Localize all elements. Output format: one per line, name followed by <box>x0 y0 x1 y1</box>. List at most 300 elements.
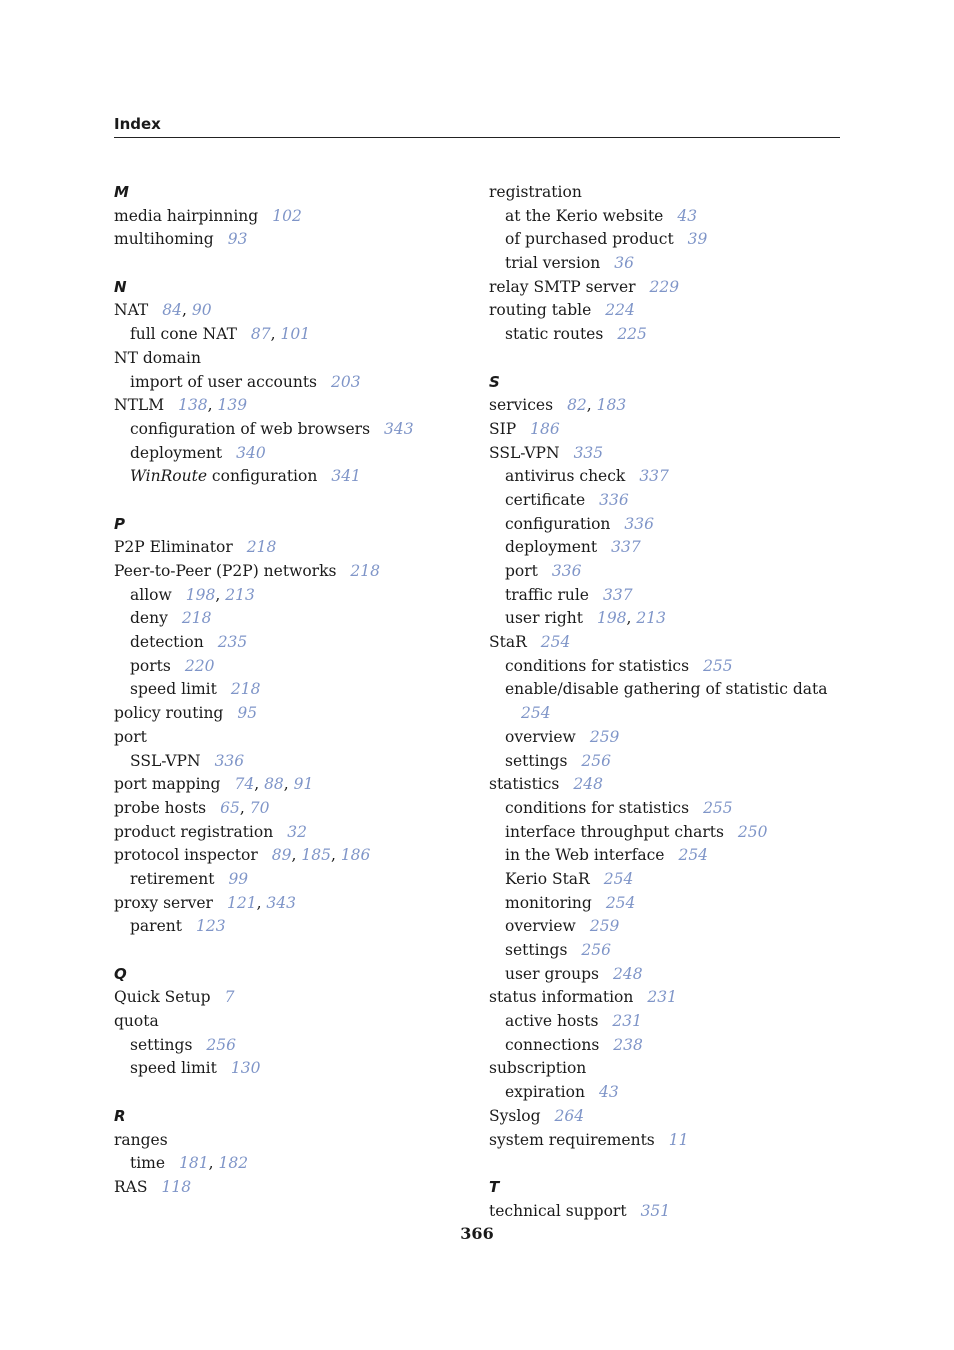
index-entry <box>114 536 464 560</box>
index-subentry <box>114 915 464 939</box>
entry-term: configuration of web browsers <box>130 419 371 438</box>
entry-term: StaR <box>489 633 527 652</box>
index-entry <box>489 181 839 205</box>
entry-term: trial version <box>505 254 601 273</box>
page-link[interactable]: 118 <box>161 1177 192 1196</box>
page-link[interactable]: 39 <box>687 230 708 249</box>
page-references <box>521 704 551 722</box>
page-link[interactable]: 130 <box>230 1059 261 1078</box>
page-references: 74, 88, 91 <box>234 775 314 794</box>
page-link[interactable]: 229 <box>649 277 680 296</box>
page-references: 87, 101 <box>250 325 311 344</box>
index-entry <box>489 986 839 1010</box>
index-subentry <box>489 1081 839 1105</box>
index-subentry <box>114 607 464 631</box>
page-link[interactable]: 254 <box>521 704 551 723</box>
entry-term: SSL-VPN <box>489 443 560 462</box>
page-link[interactable]: 218 <box>350 562 381 580</box>
index-subentry <box>114 323 464 347</box>
index-subentry <box>114 1057 464 1081</box>
page-link[interactable]: 93 <box>227 230 248 249</box>
entry-term: deployment <box>505 538 598 557</box>
entry-term: ranges <box>114 1130 168 1149</box>
entry-term-emphasis: WinRoute <box>130 467 207 486</box>
entry-term: system requirements <box>489 1130 655 1149</box>
page-references <box>247 538 277 556</box>
entry-term: deployment <box>130 443 223 462</box>
page-references <box>350 562 380 580</box>
page-references <box>161 1178 191 1196</box>
page-link[interactable]: 32 <box>287 822 307 841</box>
entry-term: interface throughput charts <box>505 822 724 841</box>
section-letter: R <box>114 1106 126 1125</box>
entry-term: registration <box>489 183 582 201</box>
entry-term: overview <box>505 917 576 936</box>
page-references <box>603 586 633 604</box>
page-link[interactable]: 99 <box>228 869 249 888</box>
entry-term: overview <box>505 727 576 746</box>
page-references <box>581 941 611 959</box>
page-references <box>231 680 261 698</box>
page-link[interactable]: 89 <box>271 846 292 865</box>
page-references <box>612 1012 642 1030</box>
page-references <box>678 846 708 864</box>
page-link[interactable]: 87 <box>250 325 271 344</box>
page-link[interactable]: 84 <box>162 301 182 320</box>
page-references <box>218 633 248 651</box>
page-link[interactable]: 259 <box>589 727 620 746</box>
page-references <box>530 420 560 438</box>
page-references <box>196 917 226 935</box>
page-references <box>574 444 604 462</box>
section-letter: N <box>114 277 127 296</box>
entry-term: settings <box>505 941 568 959</box>
entry-term: conditions for statistics <box>505 798 690 817</box>
entry-term: full cone NAT <box>130 325 237 344</box>
page-references <box>331 467 361 485</box>
entry-term: quota <box>114 1012 159 1031</box>
page-references: 181, 182 <box>179 1154 249 1173</box>
page-link[interactable]: 186 <box>530 419 560 438</box>
entry-term: technical support <box>489 1201 627 1220</box>
page-references <box>606 894 636 912</box>
index-entry <box>489 1057 839 1081</box>
index-entry <box>114 1176 464 1200</box>
entry-term: port <box>114 727 147 746</box>
index-subentry <box>489 915 839 939</box>
entry-term: in the Web interface <box>505 846 665 865</box>
index-subentry <box>489 844 839 868</box>
section-letter: P <box>114 514 125 533</box>
page-references <box>624 515 654 533</box>
index-entry <box>489 394 839 418</box>
entry-term: Syslog <box>489 1106 541 1125</box>
entry-term: user groups <box>505 964 599 983</box>
index-subentry <box>489 489 839 513</box>
page-link[interactable]: 91 <box>293 775 314 794</box>
page-references: 84, 90 <box>162 301 212 320</box>
page-link[interactable]: 88 <box>264 775 284 794</box>
page-link[interactable]: 343 <box>384 419 414 438</box>
index-subentry <box>489 797 839 821</box>
index-subentry <box>114 678 464 702</box>
page-references <box>605 301 635 319</box>
page-link[interactable]: 340 <box>236 443 266 462</box>
page-link[interactable]: 336 <box>599 490 629 509</box>
page-link[interactable]: 203 <box>331 372 361 391</box>
entry-term: port mapping <box>114 775 221 794</box>
index-subentry <box>114 1034 464 1058</box>
entry-term: NTLM <box>114 396 165 415</box>
page-references <box>182 609 212 627</box>
index-entry <box>489 1129 839 1153</box>
entry-term: expiration <box>505 1083 585 1102</box>
entry-term: active hosts <box>505 1012 599 1031</box>
page-link[interactable]: 11 <box>668 1130 689 1149</box>
page-references: 198, 213 <box>596 609 666 628</box>
page-link[interactable]: 43 <box>677 206 698 225</box>
page-references <box>206 1036 236 1054</box>
index-entry <box>489 631 839 655</box>
page-references <box>287 823 307 841</box>
page-link[interactable]: 65 <box>220 798 240 817</box>
entry-term: of purchased product <box>505 230 674 249</box>
entry-term: routing table <box>489 301 592 320</box>
index-entry <box>489 442 839 466</box>
entry-term <box>130 467 317 485</box>
index-subentry <box>489 678 839 702</box>
page-link[interactable]: 225 <box>617 325 647 344</box>
entry-term: certificate <box>505 490 586 509</box>
page-link[interactable]: 7 <box>224 988 235 1007</box>
entry-term: time <box>130 1154 166 1173</box>
page-link[interactable]: 185 <box>301 846 331 865</box>
entry-term: enable/disable gathering of statistic data <box>505 680 828 699</box>
entry-term: speed limit <box>130 1059 217 1078</box>
index-entry <box>114 205 464 229</box>
page-link[interactable]: 336 <box>624 514 654 533</box>
page-references <box>647 988 677 1006</box>
index-entry <box>114 821 464 845</box>
header-title: Index <box>114 115 161 133</box>
page-references <box>555 1107 585 1125</box>
page-references <box>272 207 302 225</box>
page-references <box>650 278 680 296</box>
entry-term: services <box>489 396 554 415</box>
page-references <box>384 420 414 438</box>
page-references <box>231 1059 261 1077</box>
index-subentry <box>114 465 464 489</box>
index-entry <box>489 1200 839 1224</box>
page-references <box>614 254 634 272</box>
page-link[interactable]: 250 <box>737 822 768 841</box>
page-link[interactable]: 256 <box>581 941 611 959</box>
index-entry <box>489 299 839 323</box>
page-references <box>669 1131 689 1149</box>
page-references <box>599 1083 619 1101</box>
page-link[interactable]: 186 <box>340 846 371 865</box>
index-subentry <box>489 655 839 679</box>
page-link[interactable]: 248 <box>573 775 603 794</box>
entry-term: settings <box>130 1035 193 1054</box>
page-link[interactable]: 218 <box>230 680 261 699</box>
entry-term: at the Kerio website <box>505 206 664 225</box>
page-link[interactable]: 182 <box>218 1154 249 1173</box>
index-entry <box>114 892 464 916</box>
page-link[interactable]: 138 <box>178 396 208 415</box>
page-link[interactable]: 36 <box>614 254 635 273</box>
entry-term: status information <box>489 988 634 1007</box>
index-entry <box>489 276 839 300</box>
entry-term: monitoring <box>505 893 592 912</box>
index-subentry <box>489 465 839 489</box>
page-link[interactable]: 82 <box>567 396 587 415</box>
index-subentry <box>114 750 464 774</box>
page-references <box>236 444 266 462</box>
index-subentry <box>114 418 464 442</box>
entry-term: speed limit <box>130 680 217 699</box>
index-subentry <box>489 513 839 537</box>
page-link[interactable]: 218 <box>181 609 212 628</box>
page-references <box>611 538 641 556</box>
index-entry <box>114 797 464 821</box>
entry-term: proxy server <box>114 893 213 912</box>
page-link[interactable]: 74 <box>234 775 255 794</box>
index-entry <box>114 986 464 1010</box>
page-link[interactable]: 264 <box>554 1106 585 1125</box>
page-link[interactable]: 238 <box>613 1035 643 1054</box>
entry-term: relay SMTP server <box>489 277 636 296</box>
page-link[interactable]: 255 <box>703 798 733 817</box>
page-link[interactable]: 351 <box>640 1201 671 1220</box>
entry-term: Quick Setup <box>114 988 211 1007</box>
entry-term: subscription <box>489 1059 587 1078</box>
index-subentry <box>114 442 464 466</box>
page-link[interactable]: 101 <box>280 325 311 344</box>
section-letter: M <box>114 183 129 201</box>
entry-term: NT domain <box>114 348 201 367</box>
entry-term: multihoming <box>114 230 214 249</box>
index-entry <box>114 773 464 797</box>
entry-term: conditions for statistics <box>505 656 690 675</box>
page-link[interactable]: 248 <box>612 964 643 983</box>
index-subentry <box>489 939 839 963</box>
page-link[interactable]: 254 <box>678 846 709 865</box>
index-entry <box>114 726 464 750</box>
page-references <box>613 965 643 983</box>
entry-term: P2P Eliminator <box>114 538 233 557</box>
entry-term: media hairpinning <box>114 206 259 225</box>
index-subentry <box>489 205 839 229</box>
entry-term: connections <box>505 1035 600 1054</box>
page-references <box>677 207 697 225</box>
entry-term: deny <box>130 609 168 628</box>
entry-term: static routes <box>505 325 604 344</box>
page-link[interactable]: 231 <box>612 1012 643 1031</box>
entry-term: parent <box>130 917 182 936</box>
page-link[interactable]: 90 <box>191 301 212 320</box>
page-references <box>604 870 634 888</box>
page-references <box>703 657 733 675</box>
entry-term: import of user accounts <box>130 372 317 391</box>
page-references <box>581 752 611 770</box>
page-link[interactable]: 341 <box>331 467 361 486</box>
running-header <box>114 115 840 138</box>
index-subentry <box>489 536 839 560</box>
index-subentry <box>489 560 839 584</box>
page-references <box>703 799 733 817</box>
page-references <box>331 373 361 391</box>
page-link[interactable]: 183 <box>596 396 627 415</box>
index-column-right <box>489 181 839 1223</box>
index-entry <box>489 773 839 797</box>
index-subentry <box>489 726 839 750</box>
page-references <box>590 917 620 935</box>
entry-term: NAT <box>114 301 149 320</box>
entry-term-text: configuration <box>207 467 318 486</box>
index-subentry <box>114 1152 464 1176</box>
index-subentry <box>114 371 464 395</box>
page-link[interactable]: 337 <box>602 585 633 604</box>
page-references <box>225 988 235 1006</box>
page-references <box>688 230 708 248</box>
page-link[interactable]: 336 <box>551 562 582 580</box>
index-subentry <box>489 750 839 774</box>
page-link[interactable]: 213 <box>636 609 666 628</box>
index-subentry <box>489 323 839 347</box>
page-link[interactable]: 198 <box>596 609 627 628</box>
entry-term: allow <box>130 585 172 604</box>
page-link[interactable]: 254 <box>605 893 636 912</box>
index-entry <box>489 418 839 442</box>
index-entry <box>114 1010 464 1034</box>
page-link[interactable]: 337 <box>639 467 669 486</box>
page-references <box>228 870 248 888</box>
page-link[interactable]: 335 <box>573 443 604 462</box>
page-references <box>228 230 248 248</box>
index-subentry <box>489 963 839 987</box>
page-link[interactable]: 198 <box>185 585 216 604</box>
page-references: 65, 70 <box>220 798 270 817</box>
page-references <box>552 562 582 580</box>
page-references <box>185 657 215 675</box>
entry-term: product registration <box>114 822 274 841</box>
section-letter: T <box>489 1177 500 1196</box>
page-references <box>573 775 603 793</box>
page-link[interactable]: 256 <box>581 751 611 770</box>
page-link[interactable]: 95 <box>237 704 258 723</box>
index-subentry <box>489 1034 839 1058</box>
entry-term: statistics <box>489 775 560 794</box>
index-entry <box>114 844 464 868</box>
page-link[interactable]: 213 <box>225 585 255 604</box>
index-subentry <box>489 868 839 892</box>
index-subentry <box>114 631 464 655</box>
index-entry <box>114 702 464 726</box>
page-references <box>613 1036 643 1054</box>
page-references <box>617 325 647 343</box>
page-references <box>599 491 629 509</box>
page-link[interactable]: 70 <box>249 798 270 817</box>
page-link[interactable]: 102 <box>272 206 302 225</box>
page-link[interactable]: 336 <box>214 751 245 770</box>
entry-term: retirement <box>130 869 215 888</box>
index-subentry <box>489 892 839 916</box>
page-link[interactable]: 256 <box>206 1035 236 1054</box>
page-link[interactable]: 254 <box>540 633 571 652</box>
index-subentry <box>489 607 839 631</box>
page-references: 82, 183 <box>567 396 627 415</box>
page-references: 121, 343 <box>226 893 297 912</box>
entry-term: traffic rule <box>505 585 589 604</box>
index-entry <box>114 394 464 418</box>
index-subentry <box>489 821 839 845</box>
page-link[interactable]: 224 <box>605 301 635 320</box>
page-link[interactable]: 231 <box>647 988 677 1007</box>
entry-term: Peer-to-Peer (P2P) networks <box>114 562 337 580</box>
entry-term: policy routing <box>114 704 224 723</box>
entry-term: configuration <box>505 514 611 533</box>
section-letter: S <box>489 372 500 391</box>
page-link[interactable]: 259 <box>589 917 620 936</box>
page-link[interactable]: 337 <box>611 538 641 557</box>
page-link[interactable]: 235 <box>217 633 248 652</box>
page-link[interactable]: 254 <box>603 869 634 888</box>
page-link[interactable]: 43 <box>598 1083 619 1102</box>
entry-term: detection <box>130 633 204 652</box>
page-link[interactable]: 255 <box>703 656 733 675</box>
page-references <box>639 467 669 485</box>
page-references <box>641 1202 671 1220</box>
page-references <box>237 704 257 722</box>
page-references: 138, 139 <box>178 396 248 415</box>
page-link[interactable]: 181 <box>179 1154 209 1173</box>
index-subentry <box>489 1010 839 1034</box>
entry-term: ports <box>130 656 171 675</box>
entry-term: SIP <box>489 419 517 438</box>
page-references <box>590 728 620 746</box>
page-references: 89, 185, 186 <box>271 846 371 865</box>
page-number: 366 <box>460 1224 494 1243</box>
index-subentry <box>114 584 464 608</box>
index-entry <box>114 560 464 584</box>
index-entry <box>489 1105 839 1129</box>
entry-term: antivirus check <box>505 467 626 486</box>
entry-term: SSL-VPN <box>130 751 201 770</box>
page-link[interactable]: 139 <box>217 396 248 415</box>
entry-term: user right <box>505 609 583 628</box>
page-link[interactable]: 123 <box>195 917 226 936</box>
page-link[interactable]: 220 <box>184 656 215 675</box>
entry-term: port <box>505 562 538 580</box>
entry-term: protocol inspector <box>114 846 258 865</box>
section-letter: Q <box>114 964 127 983</box>
page-link[interactable]: 343 <box>266 893 297 912</box>
index-entry <box>114 228 464 252</box>
page-link[interactable]: 121 <box>226 893 257 912</box>
page-references <box>541 633 571 651</box>
entry-term: probe hosts <box>114 798 207 817</box>
index-entry <box>114 1129 464 1153</box>
index-subentry <box>489 584 839 608</box>
page-link[interactable]: 218 <box>246 538 277 557</box>
entry-term: settings <box>505 751 568 770</box>
page-references <box>215 752 245 770</box>
index-subentry <box>489 702 839 726</box>
page-references: 198, 213 <box>185 585 255 604</box>
entry-term: RAS <box>114 1177 148 1196</box>
index-subentry <box>489 252 839 276</box>
